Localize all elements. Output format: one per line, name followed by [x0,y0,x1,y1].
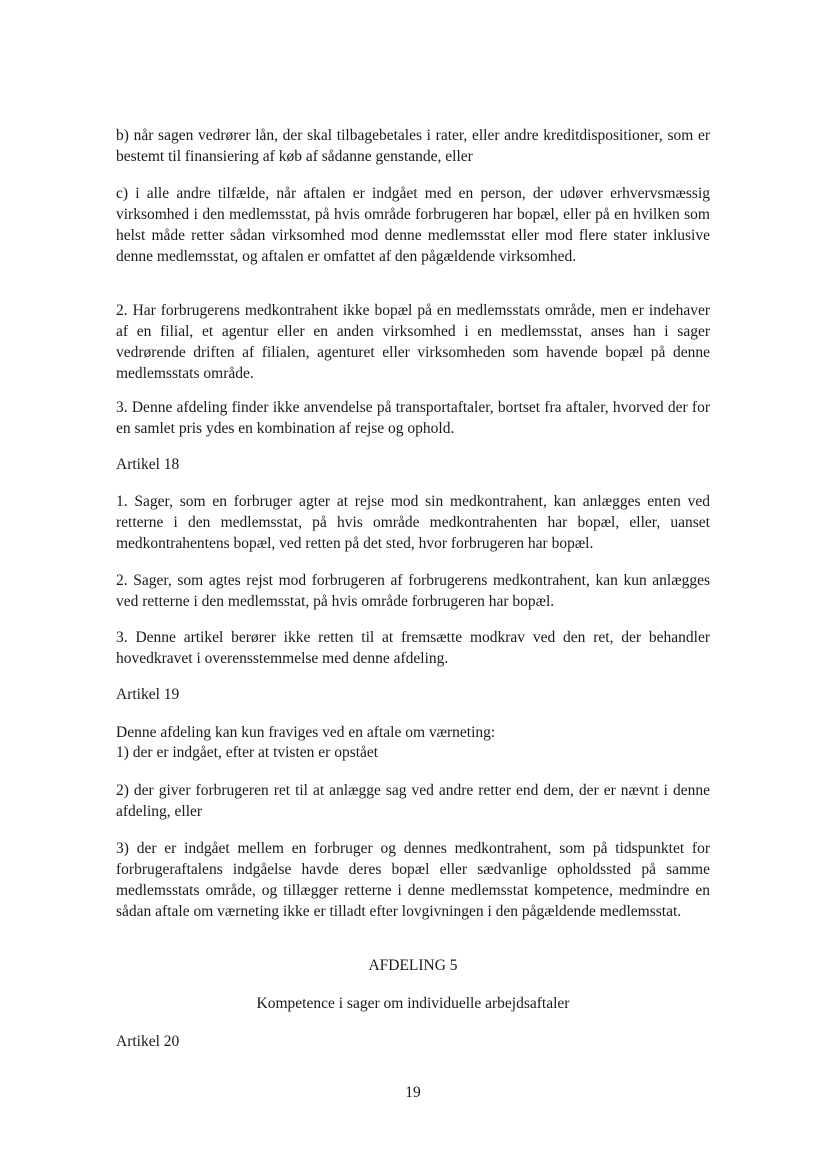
article-19-intro: Denne afdeling kan kun fraviges ved en aftale om værneting: [116,724,496,741]
article-19-item-2: 2) der giver forbrugeren ret til at anlægge sag ved andre retter end dem, der er nævnt i denne afdeling, eller [116,782,710,820]
article-18-paragraph-1: 1. Sager, som en forbruger agter at rejse mod sin medkontrahent, kan anlægges enten ved retterne i den medlemsstat, på hvis område medkontrahenten har bopæl, eller, uanset medkontrahentens bopæl, ved retten på det sted, hvor forbrugeren har bopæl. [116,493,710,552]
article-19-heading: Artikel 19 [116,686,180,703]
article-18-paragraph-2: 2. Sager, som agtes rejst mod forbrugeren af forbrugerens medkontrahent, kan kun anlægges ved retterne i den medlemsstat, på hvis område forbrugeren har bopæl. [116,572,710,610]
article-19-item-3: 3) der er indgået mellem en forbruger og dennes medkontrahent, som på tidspunktet for forbrugeraftalens indgåelse havde deres bopæl eller sædvanlige opholdssted på samme medlemsstats område, og tillægger retterne i denne medlemsstat kompetence, medmindre en sådan aftale om værneting ikke er tilladt efter lovgivningen i den pågældende medlemsstat. [116,840,710,920]
section-title: Kompetence i sager om individuelle arbejdsaftaler [256,995,570,1012]
article-20-heading: Artikel 20 [116,1033,180,1050]
paragraph-b: b) når sagen vedrører lån, der skal tilbagebetales i rater, eller andre kreditdispositioner, som er bestemt til finansiering af køb af sådanne genstande, eller [116,127,710,165]
article-18-heading: Artikel 18 [116,456,180,473]
article-19-item-1: 1) der er indgået, efter at tvisten er opstået [116,744,379,761]
paragraph-2: 2. Har forbrugerens medkontrahent ikke bopæl på en medlemsstats område, men er indehaver af en filial, et agentur eller en anden virksomhed i en medlemsstat, anses han i sager vedrørende driften af filialen, agenturet eller virksomheden som havende bopæl på denne medlemsstats område. [116,302,710,382]
article-18-paragraph-3: 3. Denne artikel berører ikke retten til at fremsætte modkrav ved den ret, der behandler hovedkravet i overensstemmelse med denne afdeling. [116,629,710,667]
paragraph-c: c) i alle andre tilfælde, når aftalen er indgået med en person, der udøver erhvervsmæssig virksomhed i den medlemsstat, på hvis område forbrugeren har bopæl, eller på en hvilken som helst måde retter sådan virksomhed mod denne medlemsstat eller mod flere stater inklusive denne medlemsstat, og aftalen er omfattet af den pågældende virksomhed. [116,185,710,265]
page-number: 19 [405,1084,421,1101]
section-heading: AFDELING 5 [368,957,458,974]
paragraph-3: 3. Denne afdeling finder ikke anvendelse på transportaftaler, bortset fra aftaler, hvorved der for en samlet pris ydes en kombination af rejse og ophold. [116,399,710,437]
